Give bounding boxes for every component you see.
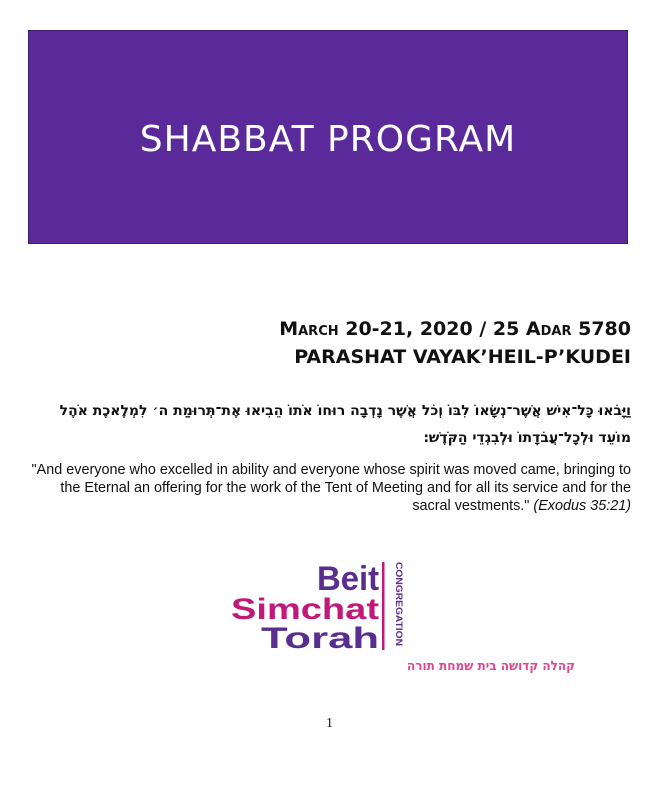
logo-hebrew: קהלה קדושה בית שמחת תורה (407, 659, 575, 674)
parasha-title: PARASHAT VAYAK’HEIL-P’KUDEI (294, 346, 631, 368)
title-banner (28, 30, 628, 244)
page-number: 1 (326, 716, 333, 731)
logo-word-beit: Beit (317, 560, 379, 598)
verse-citation: (Exodus 35:21) (533, 498, 631, 514)
hebrew-verse: וַיָּבֹאוּ כָּל־אִישׁ אֲשֶׁר־נְשָׂאוֹ לִבּוֹ וְכֹל אֲשֶׁר נָדְבָה רוּחוֹ אֹתוֹ הֵבִיאוּ אֶת־תְּרוּמַת ה׳ לִמְלֶאכֶת אֹהֶל מוֹעֵד וּלְכָל־עֲבֹדָתוֹ וּלְבִגְדֵי הַקֹּדֶשׁ׃ (59, 403, 631, 446)
logo-word-simchat: Simchat (231, 593, 379, 626)
logo-vertical-congregation: CONGREGATION (393, 562, 404, 640)
english-verse (28, 461, 631, 515)
logo-divider (382, 562, 385, 650)
congregation-logo (231, 556, 575, 676)
english-verse-text: "And everyone who excelled in ability and everyone whose spirit was moved came, bringing to the Eternal an offering for the work of the Tent of Meeting and for all its service and for the sacral vestments." (31, 462, 631, 514)
date-line: March 20-21, 2020 / 25 Adar 5780 (279, 318, 631, 340)
banner-title: SHABBAT PROGRAM (139, 118, 517, 160)
logo-word-torah: Torah (261, 622, 379, 655)
